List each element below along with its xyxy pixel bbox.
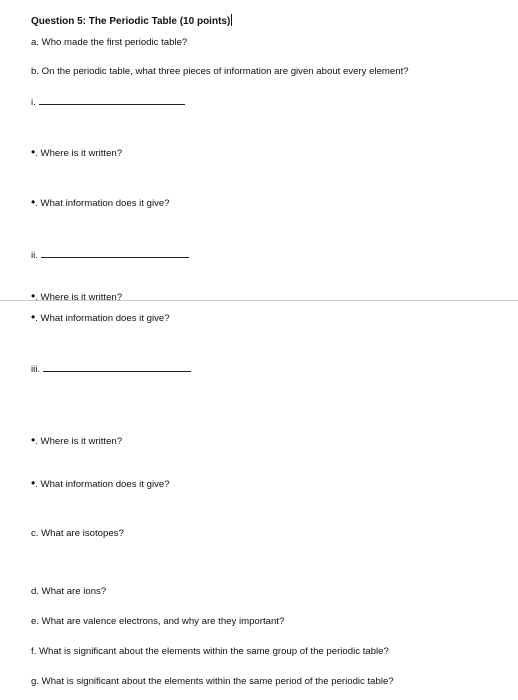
answer-blank-ii[interactable] bbox=[41, 248, 189, 258]
question-d: d. What are ions? bbox=[31, 586, 107, 597]
question-c: c. What are isotopes? bbox=[31, 528, 124, 539]
what-info-text: . What information does it give? bbox=[35, 479, 170, 490]
answer-blank-i[interactable] bbox=[39, 95, 185, 105]
where-written-i bbox=[31, 146, 122, 160]
bullet-icon: • bbox=[31, 195, 36, 209]
what-info-iii bbox=[31, 477, 170, 491]
item-iii bbox=[31, 362, 191, 376]
answer-blank-iii[interactable] bbox=[43, 362, 191, 372]
bullet-icon: • bbox=[31, 433, 36, 447]
what-info-i bbox=[31, 196, 170, 210]
page-break-divider bbox=[0, 300, 518, 301]
question-title[interactable] bbox=[31, 14, 232, 28]
what-info-text: . What information does it give? bbox=[35, 313, 170, 324]
bullet-icon: • bbox=[31, 289, 36, 303]
question-f: f. What is significant about the elements within the same group of the periodic table? bbox=[31, 646, 389, 657]
where-written-text: . Where is it written? bbox=[35, 436, 123, 447]
bullet-icon: • bbox=[31, 145, 36, 159]
what-info-text: . What information does it give? bbox=[35, 198, 170, 209]
item-ii-label: ii. bbox=[31, 250, 38, 261]
question-b: b. On the periodic table, what three pieces of information are given about every element? bbox=[31, 66, 409, 77]
text-cursor bbox=[231, 14, 232, 26]
question-title-text: Question 5: The Periodic Table (10 points) bbox=[31, 16, 231, 27]
item-iii-label: iii. bbox=[31, 364, 41, 375]
question-a: a. Who made the first periodic table? bbox=[31, 37, 188, 48]
item-i-label: i. bbox=[31, 97, 36, 108]
where-written-text: . Where is it written? bbox=[35, 148, 123, 159]
bullet-icon: • bbox=[31, 476, 36, 490]
what-info-ii bbox=[31, 311, 170, 325]
bullet-icon: • bbox=[31, 310, 36, 324]
where-written-ii bbox=[31, 290, 122, 304]
where-written-iii bbox=[31, 434, 122, 448]
item-i bbox=[31, 95, 185, 109]
question-g: g. What is significant about the elements within the same period of the periodic table? bbox=[31, 676, 394, 687]
question-e: e. What are valence electrons, and why are they important? bbox=[31, 616, 285, 627]
where-written-text: . Where is it written? bbox=[35, 292, 123, 303]
item-ii bbox=[31, 248, 189, 262]
